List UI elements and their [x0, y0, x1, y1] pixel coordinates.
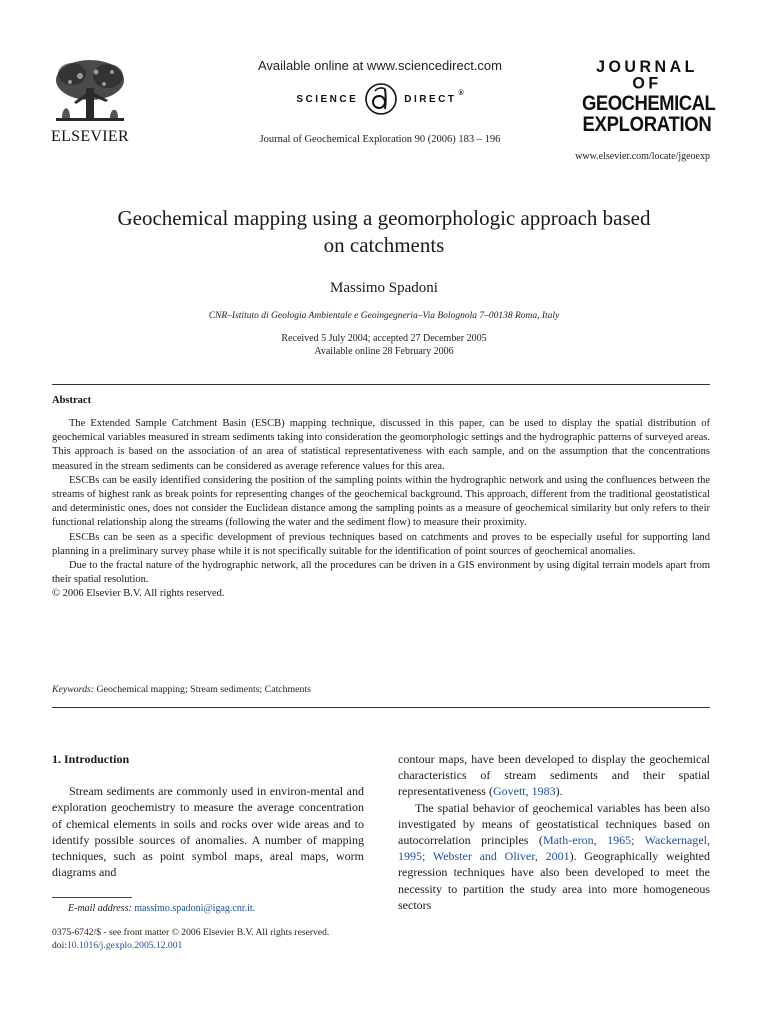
available-online-text[interactable]: Available online at www.sciencedirect.com [258, 58, 502, 73]
issn-line: 0375-6742/$ - see front matter © 2006 Elsevier B.V. All rights reserved. [52, 927, 330, 938]
sciencedirect-d-icon [364, 82, 398, 116]
keywords-label: Keywords: [52, 684, 95, 695]
abstract-bottom-divider [52, 707, 710, 708]
journal-logo-line3: EXPLORATION [582, 110, 712, 135]
journal-logo-line1: JOURNAL OF [596, 58, 698, 93]
article-dates [40, 332, 728, 358]
registered-mark: ® [458, 90, 464, 97]
sciencedirect-logo[interactable] [240, 82, 520, 116]
doi-label: doi: [52, 940, 67, 951]
received-date: Received 5 July 2004; accepted 27 December 2005 [281, 333, 487, 344]
front-matter [52, 926, 412, 952]
email-link[interactable]: massimo.spadoni@igag.cnr.it. [134, 903, 256, 914]
citation-link-matheron[interactable]: Math-eron, 1965; Wackernagel, 1995; Webster and Oliver, 2001 [398, 833, 711, 864]
paper-title [40, 205, 728, 259]
body-text: contour maps, have been developed to display the geochemical characteristics of stream sediments and their spatial representativeness ( [398, 752, 710, 799]
body-text: The spatial behavior of geochemical variables has been also investigated by means of geostatistical techniques based on autocorrelation principles ( [398, 800, 710, 848]
body-text: ). [555, 784, 563, 799]
author-name: Massimo Spadoni [330, 280, 438, 296]
abstract-paragraph: ESCBs can be seen as a specific development of previous techniques based on catchments and proves to be especially useful for supporting land planning in a preliminary survey phase while it is not specifically suitable for the identification of point sources of geochemical anomalies. [52, 531, 710, 557]
body-paragraph [398, 800, 710, 913]
doi-link[interactable]: 10.1016/j.gexplo.2005.12.001 [66, 940, 183, 951]
body-paragraph [398, 751, 710, 800]
doi-line [52, 939, 412, 952]
abstract-paragraph: Due to the fractal nature of the hydrographic network, all the procedures can be driven in a GIS environment by using digital terrain models apart from their spatial resolution. [52, 560, 710, 586]
body-paragraph: Stream sediments are commonly used in environ-mental and exploration geochemistry to measure the average concentration of chemical elements in soils and rocks over wide areas and to identify possible sources of anomalies. A number of mapping techniques, such as point symbol maps, areal maps, worm diagrams and [52, 784, 364, 880]
abstract-paragraph: ESCBs can be easily identified considering the position of the sampling points within the hydrographic network and using the confluences between the streams of highest rank as break points for representing changes of the geochemical background. This approach, different from the traditional geostatistical and deterministic ones, does not consider the Euclidean distance among the sampling points as a measure of geochemical similarity but only refers to their functional relationship along the streams (following the water and the sediment flow) to measure their proximity. [52, 474, 710, 529]
sciencedirect-left-word: SCIENCE [296, 93, 359, 105]
author-affiliation: CNR–Istituto di Geologia Ambientale e Geoingegneria–Via Bolognola 7–00138 Roma, Italy [208, 311, 560, 321]
right-column [398, 751, 710, 913]
journal-logo-line2: GEOCHEMICAL [582, 90, 716, 115]
footnote-email [52, 903, 364, 914]
abstract-heading: Abstract [52, 395, 92, 406]
email-label: E-mail address: [68, 903, 132, 914]
citation-link-govett[interactable]: Govett, 1983 [492, 784, 556, 799]
abstract-paragraph: The Extended Sample Catchment Basin (ESCB) mapping technique, discussed in this paper, can be used to display the spatial distribution of geochemical variables measured in stream sediments taking into consideration the geomorphologic settings and the hydrographic patterns of surveyed areas. This approach is based on the association of an area of statistical representativeness with each sample, and on the assumption that the concentrations measured in the stream sediments can be considered as average reference values for this area. [52, 418, 710, 472]
section-heading-introduction: 1. Introduction [52, 752, 130, 766]
paper-title-line1: Geochemical mapping using a geomorphologic approach based [117, 206, 651, 230]
keywords-list: Geochemical mapping; Stream sediments; Catchments [96, 684, 311, 695]
keywords [52, 684, 710, 695]
paper-title-line2: on catchments [323, 233, 445, 257]
publisher-name: ELSEVIER [51, 128, 129, 145]
abstract-top-divider [52, 384, 710, 385]
journal-url-link[interactable]: www.elsevier.com/locate/jgeoexp [575, 151, 710, 162]
sciencedirect-right-word: DIRECT [404, 93, 457, 105]
left-column [52, 751, 364, 880]
abstract-copyright: © 2006 Elsevier B.V. All rights reserved. [52, 588, 225, 600]
abstract-body [52, 417, 710, 602]
elsevier-tree-logo [50, 58, 130, 126]
journal-reference: Journal of Geochemical Exploration 90 (2006) 183 – 196 [259, 134, 501, 145]
available-date: Available online 28 February 2006 [314, 346, 454, 357]
footnote-divider [52, 897, 132, 898]
body-text: ). Geographically weighted regression techniques have also been developed to meet the necessity to partition the study area into more homogeneous sectors [398, 849, 710, 912]
journal-logo [582, 58, 716, 135]
